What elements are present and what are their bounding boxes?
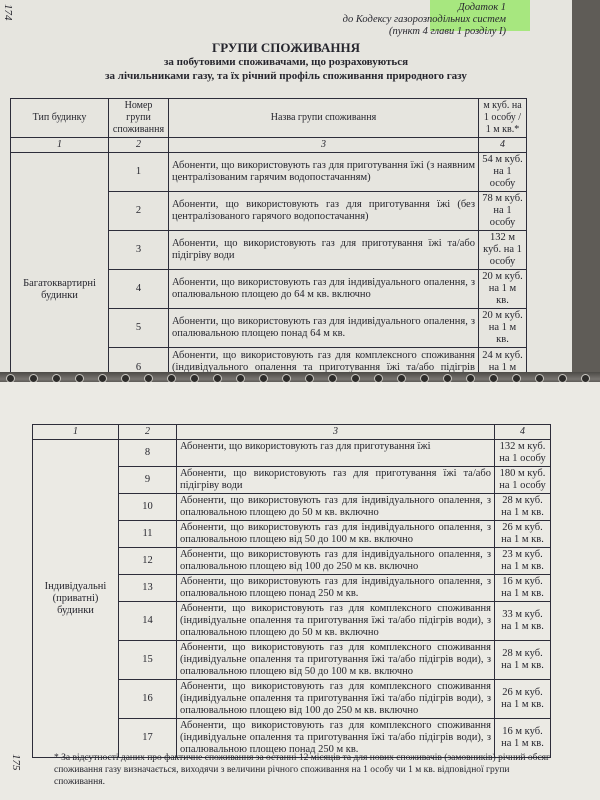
group-name: Абоненти, що використовують газ для приготування їжі та/або підігріву води <box>169 231 479 270</box>
page-number-top: 174 <box>2 4 14 21</box>
group-volume: 24 м куб. на 1 м <box>479 348 527 388</box>
table-row <box>33 440 551 467</box>
group-volume: 20 м куб. на 1 м кв. <box>479 270 527 309</box>
document-page-top <box>0 0 572 372</box>
group-volume: 180 м куб. на 1 особу <box>495 467 551 494</box>
group-number: 4 <box>109 270 169 309</box>
table-row <box>11 153 527 192</box>
index-cell: 3 <box>177 425 495 440</box>
group-number: 1 <box>109 153 169 192</box>
header-line-2: до Кодексу газорозподільних систем <box>342 14 506 25</box>
group-number: 2 <box>109 192 169 231</box>
group-volume: 78 м куб. на 1 особу <box>479 192 527 231</box>
page-subtitle-2: за лічильниками газу, та їх річний профіль споживання природного газу <box>105 70 467 82</box>
group-number: 9 <box>119 467 177 494</box>
group-volume: 33 м куб. на 1 м кв. <box>495 602 551 641</box>
index-cell: 3 <box>169 138 479 153</box>
group-volume: 16 м куб. на 1 м кв. <box>495 719 551 758</box>
group-name: Абоненти, що використовують газ для комплексного споживання (індивідуальне опалення та приготування їжі та/або підігрів води), з опалювальною площею до 50 м кв. включно <box>177 602 495 641</box>
group-number: 12 <box>119 548 177 575</box>
group-number: 15 <box>119 641 177 680</box>
index-cell: 4 <box>479 138 527 153</box>
page-subtitle-1: за побутовими споживачами, що розраховуються <box>163 56 409 68</box>
header-building-type: Тип будинку <box>11 99 109 138</box>
group-name: Абоненти, що використовують газ для приготування їжі та/або підігріву води <box>177 467 495 494</box>
group-number: 5 <box>109 309 169 348</box>
group-number: 13 <box>119 575 177 602</box>
group-name: Абоненти, що використовують газ для індивідуального опалення, з опалювальною площею до 64 м кв. включно <box>169 270 479 309</box>
group-volume: 132 м куб. на 1 особу <box>479 231 527 270</box>
header-volume: м куб. на 1 особу / 1 м кв.* <box>479 99 527 138</box>
group-number: 14 <box>119 602 177 641</box>
table-header-row <box>11 99 527 138</box>
footnote: * За відсутності даних про фактичне споживання за останні 12 місяців та для нових споживачів (замовників) річний обсяг споживання газу визначається, виходячи з величини річного споживання на 1 особу чи 1 м кв. відповідної групи споживання. <box>54 753 550 787</box>
group-number: 6 <box>109 348 169 388</box>
group-number: 3 <box>109 231 169 270</box>
header-group-number: Номер групи споживання <box>109 99 169 138</box>
page-title: ГРУПИ СПОЖИВАННЯ <box>211 40 360 55</box>
group-number: 17 <box>119 719 177 758</box>
group-name: Абоненти, що використовують газ для приготування їжі (з наявним централізованим гарячим водопостачанням) <box>169 153 479 192</box>
table-index-row <box>33 425 551 440</box>
group-volume: 54 м куб. на 1 особу <box>479 153 527 192</box>
header-group-name: Назва групи споживання <box>169 99 479 138</box>
group-name: Абоненти, що використовують газ для комплексного споживання (індивідуальне опалення та приготування їжі та/або підігрів води), з опалювальною площею від 50 до 100 м кв. включно <box>177 641 495 680</box>
group-volume: 132 м куб. на 1 особу <box>495 440 551 467</box>
header-line-1: Додаток 1 <box>458 2 506 13</box>
building-type-cell: Багатоквартирні будинки <box>11 153 109 428</box>
group-volume: 26 м куб. на 1 м кв. <box>495 521 551 548</box>
page-number-bottom: 175 <box>10 754 22 771</box>
group-name: Абоненти, що використовують газ для приготування їжі <box>177 440 495 467</box>
group-name: Абоненти, що використовують газ для комплексного споживання (індивідуального опалення та приготування їжі та/або підігрів <box>169 348 479 388</box>
building-type-cell: Індивідуальні (приватні) будинки <box>33 440 119 758</box>
header-line-3: (пункт 4 глави 1 розділу I) <box>389 26 506 37</box>
group-volume: 26 м куб. на 1 м кв. <box>495 680 551 719</box>
group-volume: 23 м куб. на 1 м кв. <box>495 548 551 575</box>
index-cell: 4 <box>495 425 551 440</box>
group-name: Абоненти, що використовують газ для індивідуального опалення, з опалювальною площею понад 250 м кв. <box>177 575 495 602</box>
group-name: Абоненти, що використовують газ для приготування їжі (без централізованого гарячого водопостачання) <box>169 192 479 231</box>
group-volume: 28 м куб. на 1 м кв. <box>495 494 551 521</box>
group-volume: 20 м куб. на 1 м кв. <box>479 309 527 348</box>
group-volume: 16 м куб. на 1 м кв. <box>495 575 551 602</box>
group-name: Абоненти, що використовують газ для комплексного споживання (індивідуальне опалення та приготування їжі та/або підігрів води), з опалювальною площею від 100 до 250 м кв. включно <box>177 680 495 719</box>
consumption-groups-table-bottom <box>32 424 551 758</box>
group-name: Абоненти, що використовують газ для комплексного споживання (індивідуальне опалення та приготування їжі та/або підігрів води), з опалювальною площею понад 250 м кв. <box>177 719 495 758</box>
group-number: 11 <box>119 521 177 548</box>
group-name: Абоненти, що використовують газ для індивідуального опалення, з опалювальною площею до 50 м кв. включно <box>177 494 495 521</box>
table-index-row <box>11 138 527 153</box>
index-cell: 2 <box>109 138 169 153</box>
index-cell: 2 <box>119 425 177 440</box>
document-header <box>246 2 506 38</box>
index-cell: 1 <box>11 138 109 153</box>
index-cell: 1 <box>33 425 119 440</box>
group-number: 10 <box>119 494 177 521</box>
group-volume: 28 м куб. на 1 м кв. <box>495 641 551 680</box>
group-name: Абоненти, що використовують газ для індивідуального опалення, з опалювальною площею від 50 до 100 м кв. включно <box>177 521 495 548</box>
group-name: Абоненти, що використовують газ для індивідуального опалення, з опалювальною площею понад 64 м кв. <box>169 309 479 348</box>
group-number: 8 <box>119 440 177 467</box>
group-name: Абоненти, що використовують газ для індивідуального опалення, з опалювальною площею від 100 до 250 м кв. включно <box>177 548 495 575</box>
group-number: 16 <box>119 680 177 719</box>
